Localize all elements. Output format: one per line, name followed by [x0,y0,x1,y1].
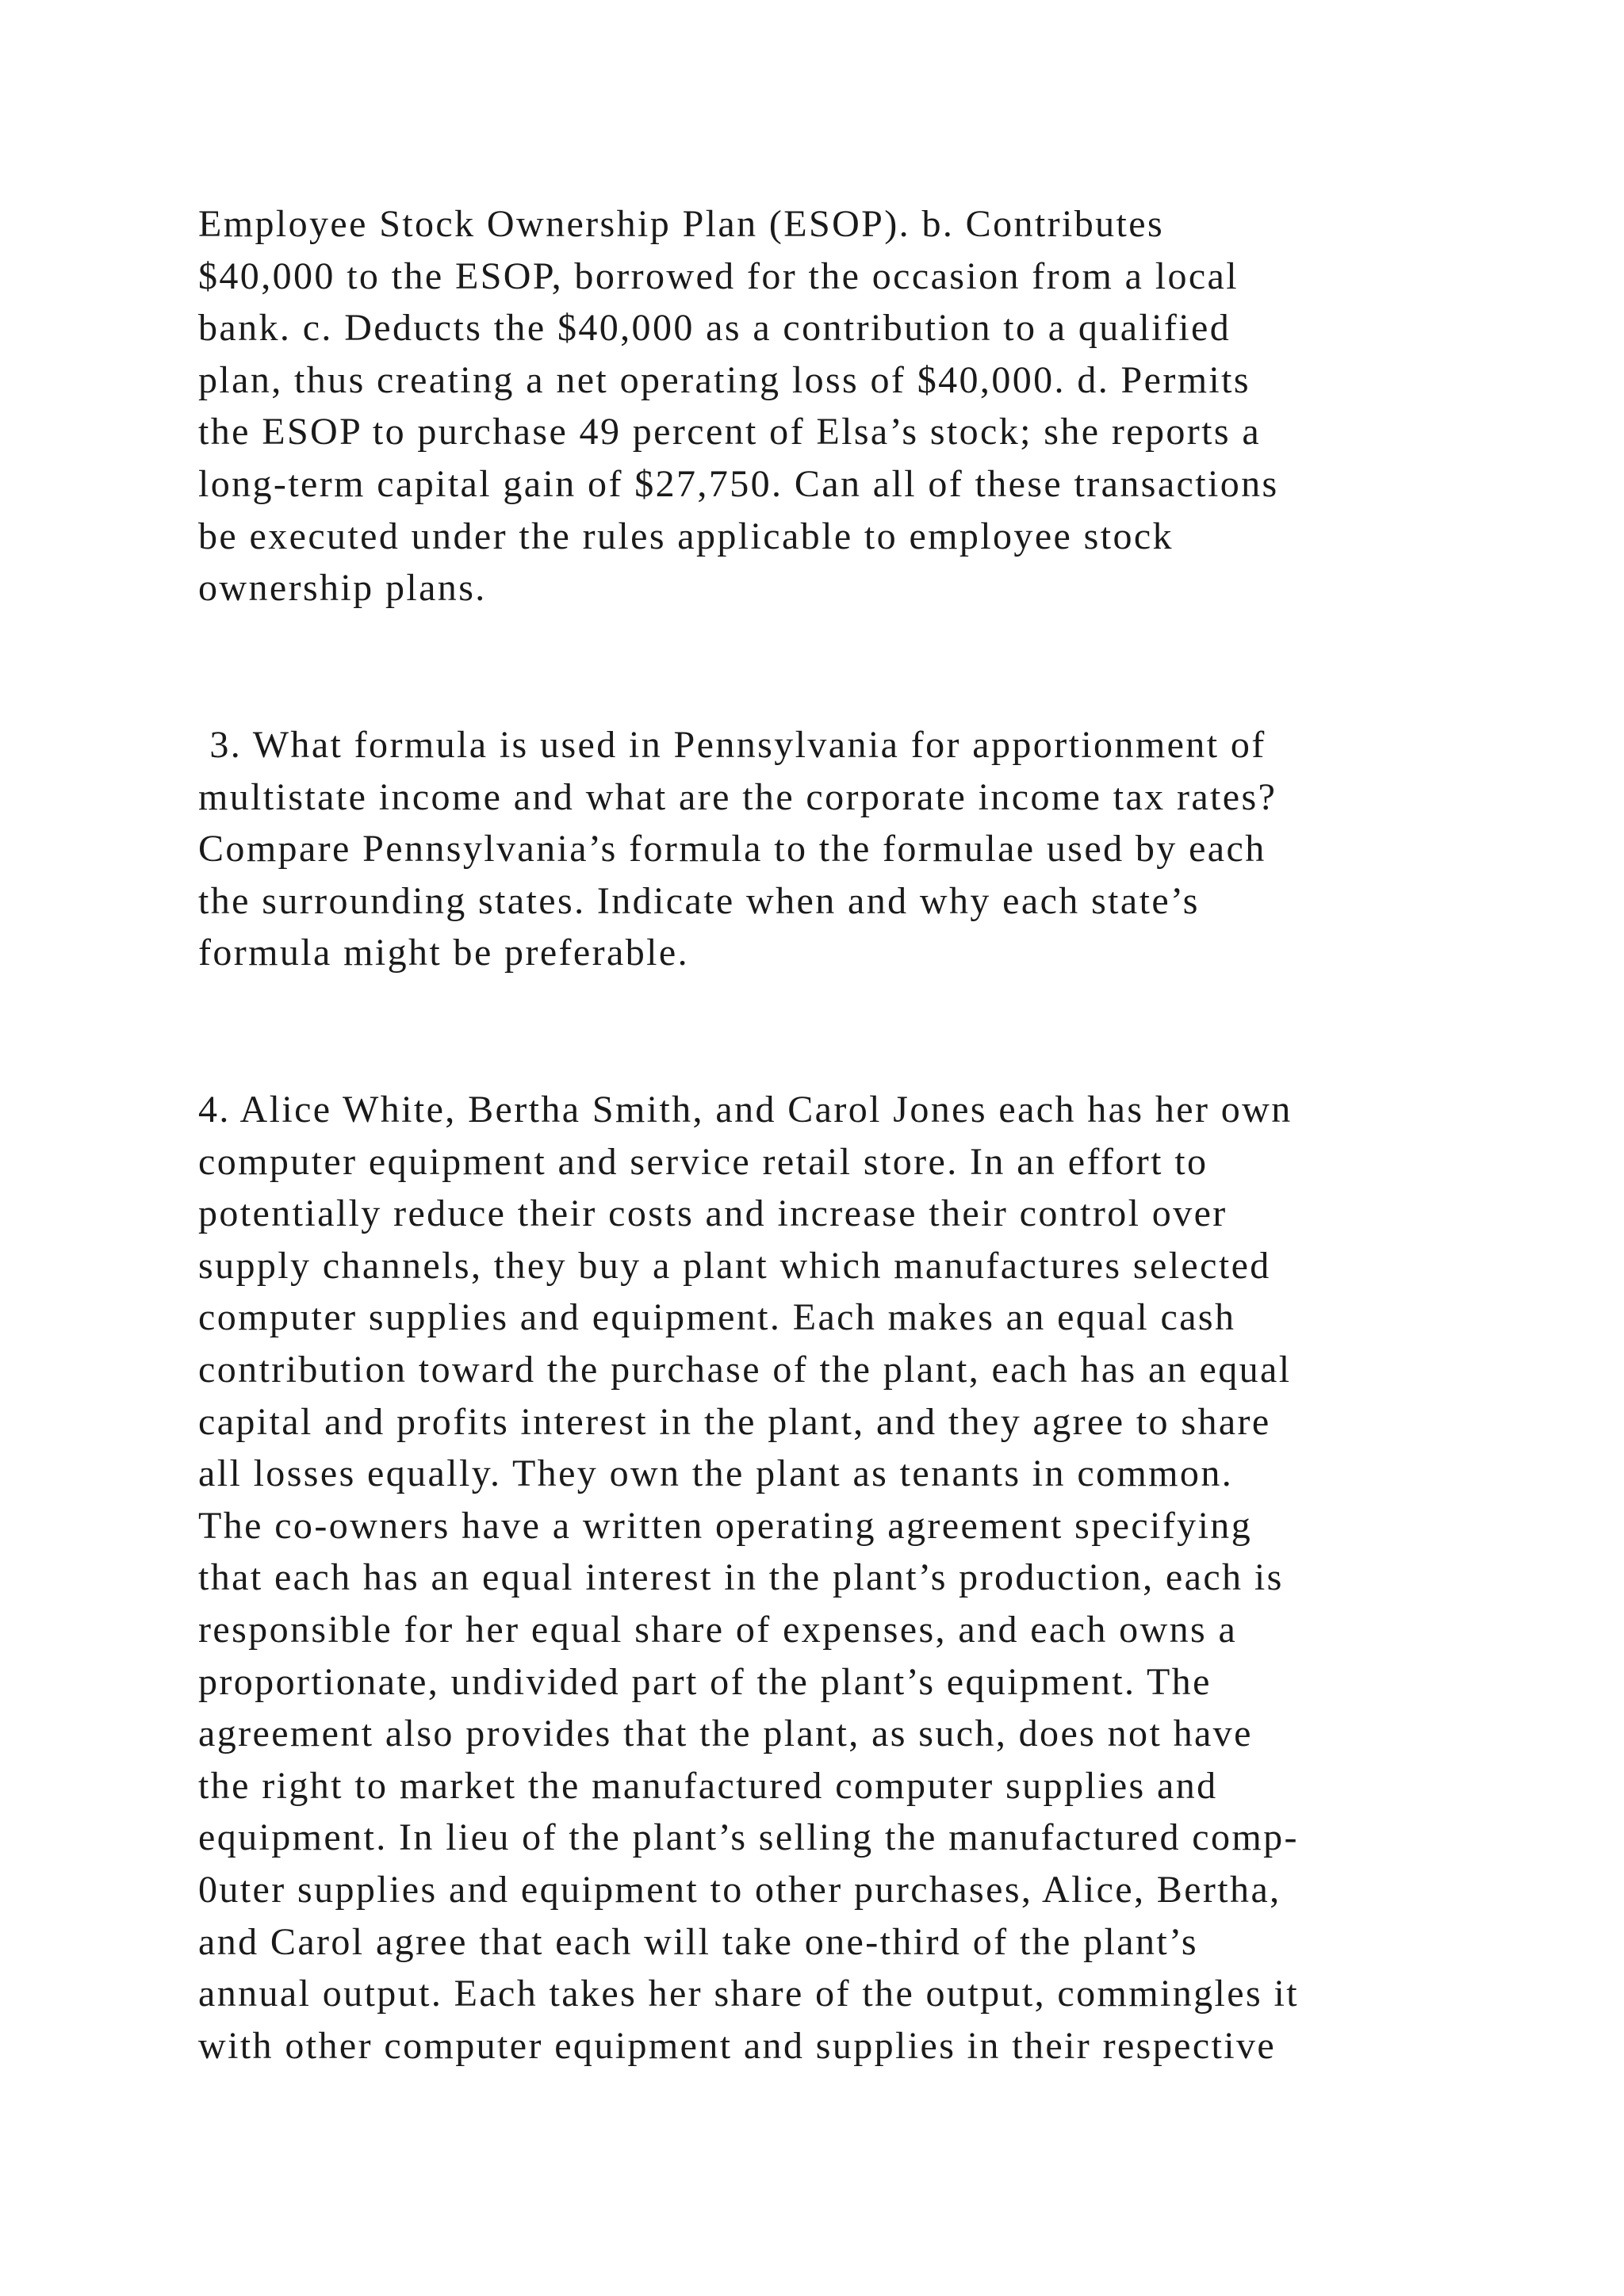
text-line: 3. What formula is used in Pennsylvania for apportionment of [198,724,1266,766]
text-line: that each has an equal interest in the plant’s production, each is [198,1556,1284,1599]
text-line: plan, thus creating a net operating loss of $40,000. d. Permits [198,358,1251,401]
text-line: with other computer equipment and supplies in their respective [198,2024,1277,2067]
text-line: the surrounding states. Indicate when and why each state’s [198,879,1200,922]
text-line: annual output. Each takes her share of the output, commingles it [198,1973,1299,2015]
text-line: responsible for her equal share of expenses, and each owns a [198,1608,1238,1651]
text-line: $40,000 to the ESOP, borrowed for the occasion from a local [198,254,1239,297]
text-line: the ESOP to purchase 49 percent of Elsa’s stock; she reports a [198,411,1262,453]
text-line: The co-owners have a written operating agreement specifying [198,1504,1253,1547]
text-line: long-term capital gain of $27,750. Can all of these transactions [198,462,1279,505]
text-line: 4. Alice White, Bertha Smith, and Carol Jones each has her own [198,1089,1293,1131]
text-line: all losses equally. They own the plant as tenants in common. [198,1452,1234,1495]
text-line: capital and profits interest in the plant, and they agree to share [198,1400,1271,1443]
text-line: the right to market the manufactured computer supplies and [198,1764,1218,1807]
text-line: ownership plans. [198,567,487,610]
paragraph-esop-question [198,198,1467,614]
text-line: multistate income and what are the corporate income tax rates? [198,775,1277,818]
text-line: Employee Stock Ownership Plan (ESOP). b. Contributes [198,203,1165,245]
text-line: Compare Pennsylvania’s formula to the formulae used by each [198,828,1266,871]
text-line: potentially reduce their costs and increase their control over [198,1192,1228,1235]
text-line: computer supplies and equipment. Each makes an equal cash [198,1296,1236,1339]
text-line: contribution toward the purchase of the plant, each has an equal [198,1348,1292,1391]
text-line: bank. c. Deducts the $40,000 as a contribution to a qualified [198,307,1231,350]
text-line: equipment. In lieu of the plant’s selling the manufactured comp- [198,1816,1299,1859]
text-line: supply channels, they buy a plant which manufactures selected [198,1244,1271,1287]
text-line: proportionate, undivided part of the plant’s equipment. The [198,1660,1212,1703]
text-line: and Carol agree that each will take one-third of the plant’s [198,1920,1198,1963]
text-line: be executed under the rules applicable to employee stock [198,515,1174,557]
text-line: computer equipment and service retail store. In an effort to [198,1140,1208,1183]
text-line: formula might be preferable. [198,932,689,974]
text-line: 0uter supplies and equipment to other purchases, Alice, Bertha, [198,1868,1281,1911]
text-line: agreement also provides that the plant, as such, does not have [198,1712,1253,1755]
paragraph-question-3 [198,719,1467,979]
paragraph-question-4 [198,1084,1467,2072]
